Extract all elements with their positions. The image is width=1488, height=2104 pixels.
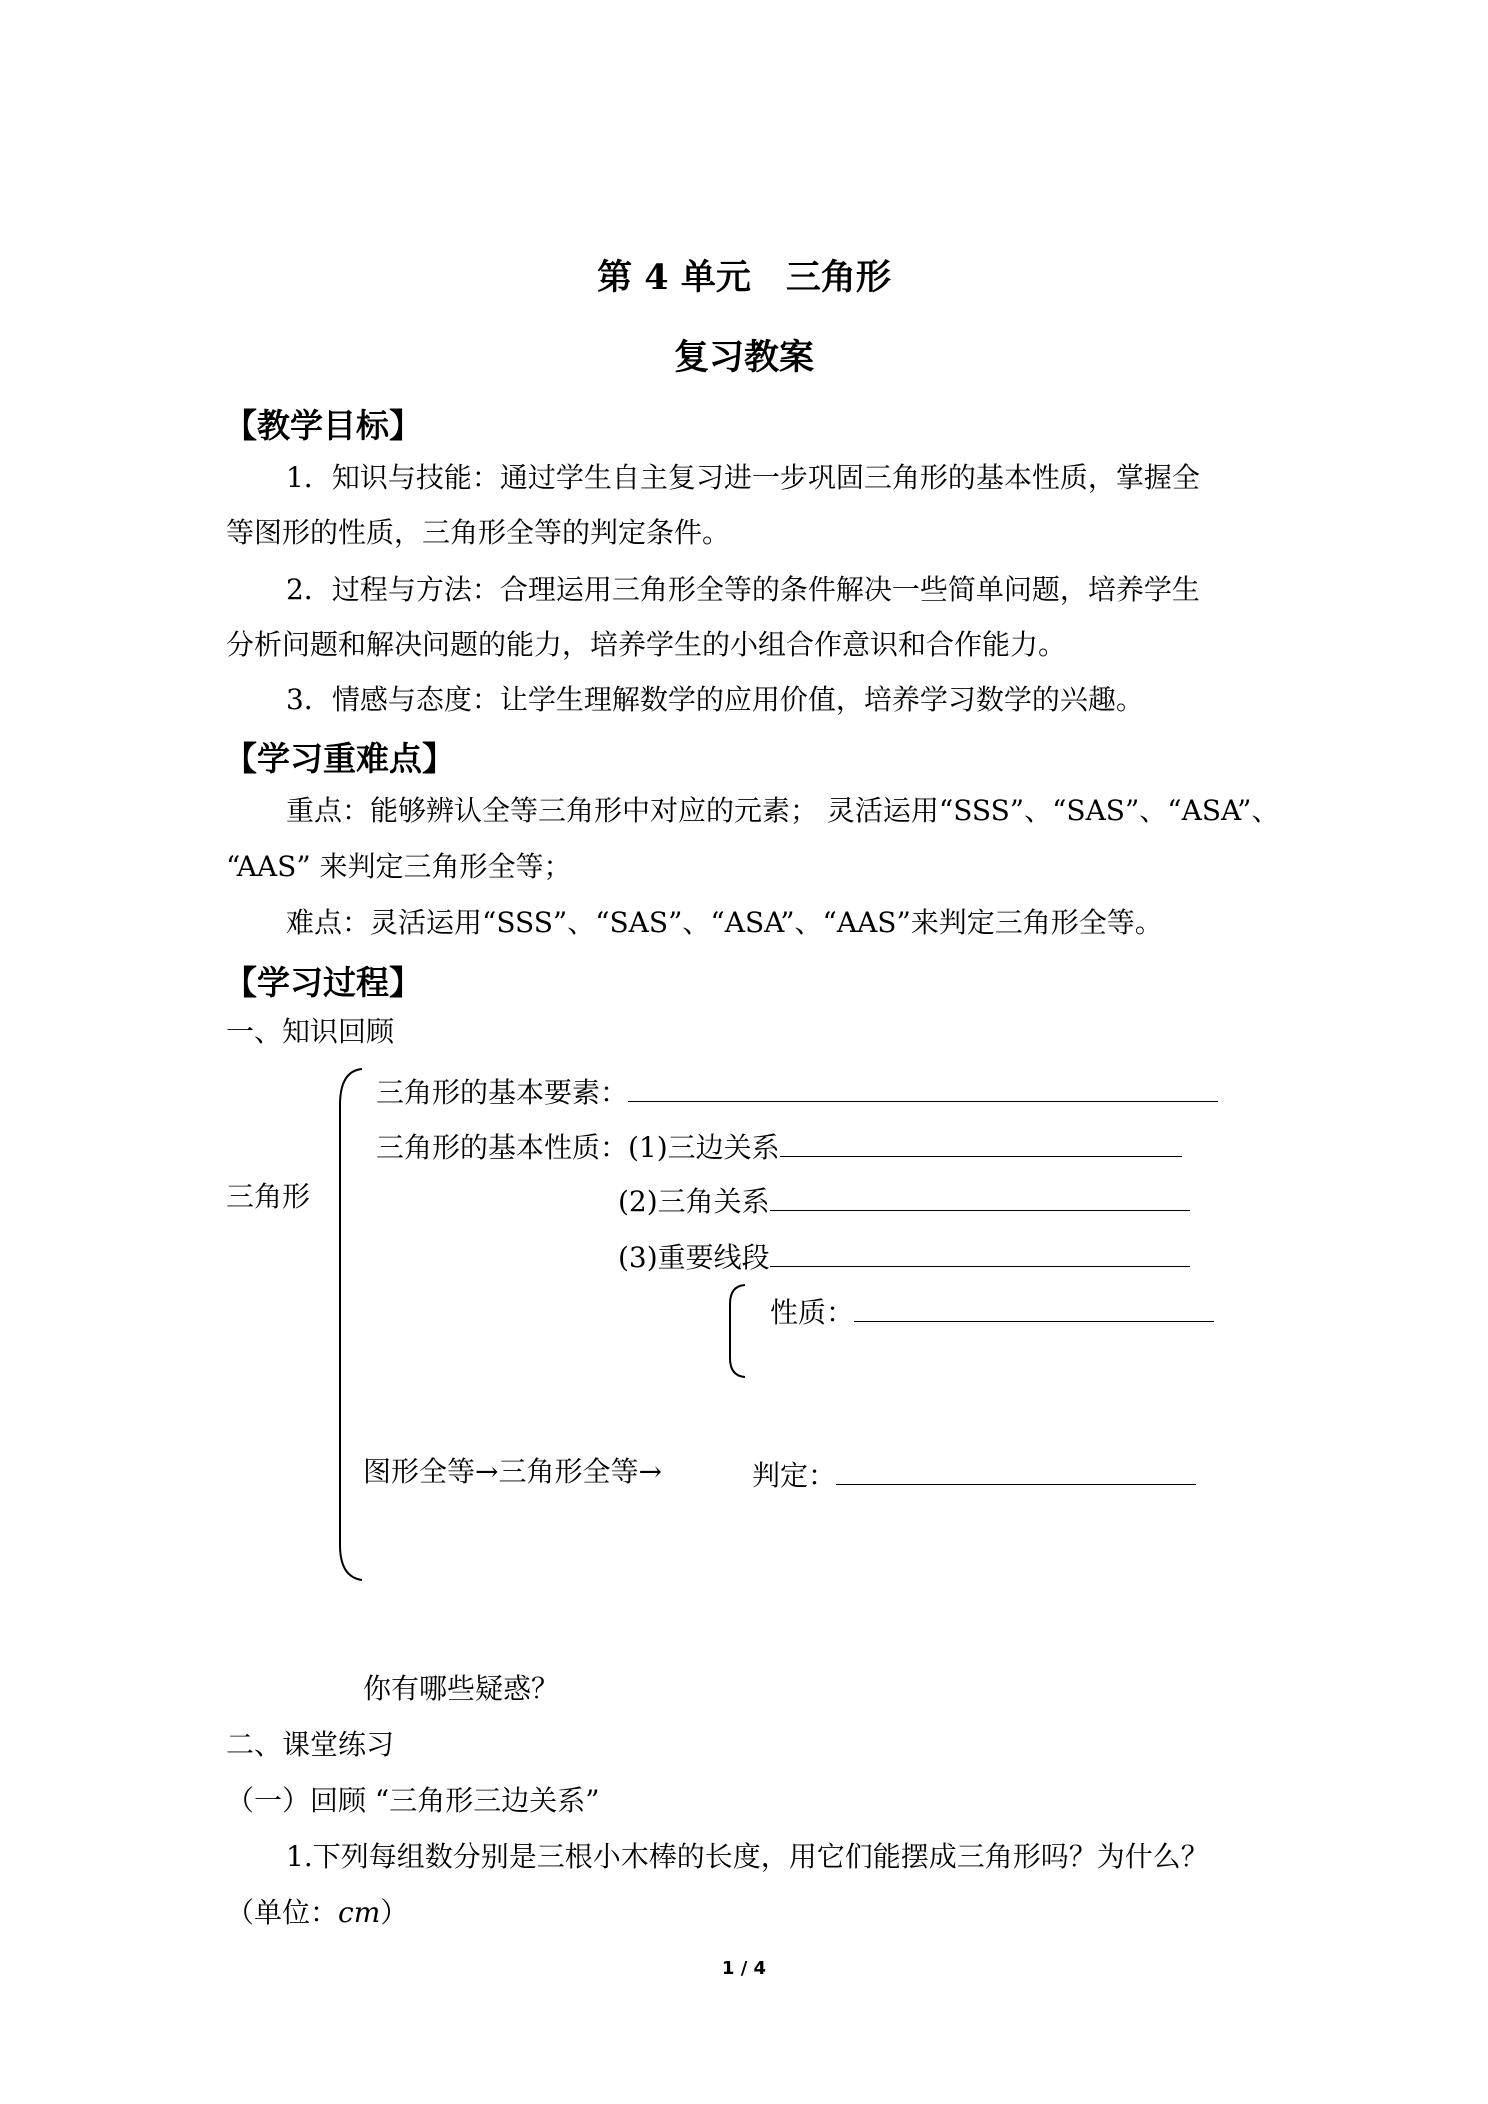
exercise-1-unit-line <box>226 1896 409 1929</box>
part2-title: 二、课堂练习 <box>226 1728 395 1761</box>
judgement-label: 判定： <box>752 1459 837 1492</box>
goal-3-line-1: 3．情感与态度：让学生理解数学的应用价值，培养学习数学的兴趣。 <box>286 683 1144 716</box>
diagram-root-label: 三角形 <box>226 1180 311 1213</box>
unit-prefix: （单位： <box>226 1896 339 1929</box>
property-label: 性质： <box>770 1296 855 1329</box>
unit-value: cm <box>338 1896 381 1929</box>
document-title: 第 4 单元 三角形 <box>597 257 891 298</box>
angle-relation-label: (2)三角关系 <box>618 1185 770 1218</box>
focus-line-2: “AAS” 来判定三角形全等； <box>226 850 572 883</box>
property-blank[interactable] <box>854 1295 1214 1322</box>
subsection-1-title: （一）回顾 “三角形三边关系” <box>226 1784 600 1817</box>
basic-properties-row <box>376 1130 1182 1162</box>
small-brace <box>723 1282 753 1382</box>
goal-1-line-1: 1．知识与技能：通过学生自主复习进一步巩固三角形的基本性质，掌握全 <box>286 461 1200 494</box>
basic-elements-label: 三角形的基本要素： <box>376 1076 629 1109</box>
goal-2-line-1: 2．过程与方法：合理运用三角形全等的条件解决一些简单问题，培养学生 <box>286 573 1200 606</box>
judgement-blank[interactable] <box>836 1458 1196 1485</box>
goals-heading: 【教学目标】 <box>224 406 422 445</box>
process-heading: 【学习过程】 <box>224 963 422 1002</box>
judgement-row <box>752 1458 1196 1490</box>
goal-1-line-2: 等图形的性质，三角形全等的判定条件。 <box>226 516 731 549</box>
focus-line-1: 重点：能够辨认全等三角形中对应的元素； 灵活运用“SSS”、“SAS”、“ASA”、 <box>286 794 1280 827</box>
congruence-chain-label: 图形全等→三角形全等→ <box>363 1455 662 1488</box>
basic-elements-blank[interactable] <box>628 1075 1218 1102</box>
question-prompt: 你有哪些疑惑？ <box>363 1672 560 1705</box>
goal-2-line-2: 分析问题和解决问题的能力，培养学生的小组合作意识和合作能力。 <box>226 628 1067 661</box>
basic-elements-row <box>376 1075 1218 1107</box>
important-segments-blank[interactable] <box>770 1240 1190 1267</box>
unit-suffix: ） <box>380 1896 409 1929</box>
key-points-heading: 【学习重难点】 <box>224 739 455 778</box>
side-relation-blank[interactable] <box>780 1130 1182 1157</box>
difficulty-line: 难点：灵活运用“SSS”、“SAS”、“ASA”、“AAS”来判定三角形全等。 <box>286 906 1163 939</box>
angle-relation-row <box>618 1184 1190 1216</box>
document-subtitle: 复习教案 <box>673 337 814 378</box>
page-number: 1 / 4 <box>721 1958 767 1979</box>
important-segments-label: (3)重要线段 <box>618 1241 770 1274</box>
exercise-1-line-1: 1.下列每组数分别是三根小木棒的长度，用它们能摆成三角形吗？为什么？ <box>286 1840 1209 1873</box>
important-segments-row <box>618 1240 1190 1272</box>
basic-properties-label: 三角形的基本性质：(1)三边关系 <box>376 1131 780 1164</box>
part1-title: 一、知识回顾 <box>226 1015 395 1048</box>
property-row <box>770 1295 1214 1327</box>
angle-relation-blank[interactable] <box>770 1184 1190 1211</box>
large-brace <box>330 1065 370 1585</box>
